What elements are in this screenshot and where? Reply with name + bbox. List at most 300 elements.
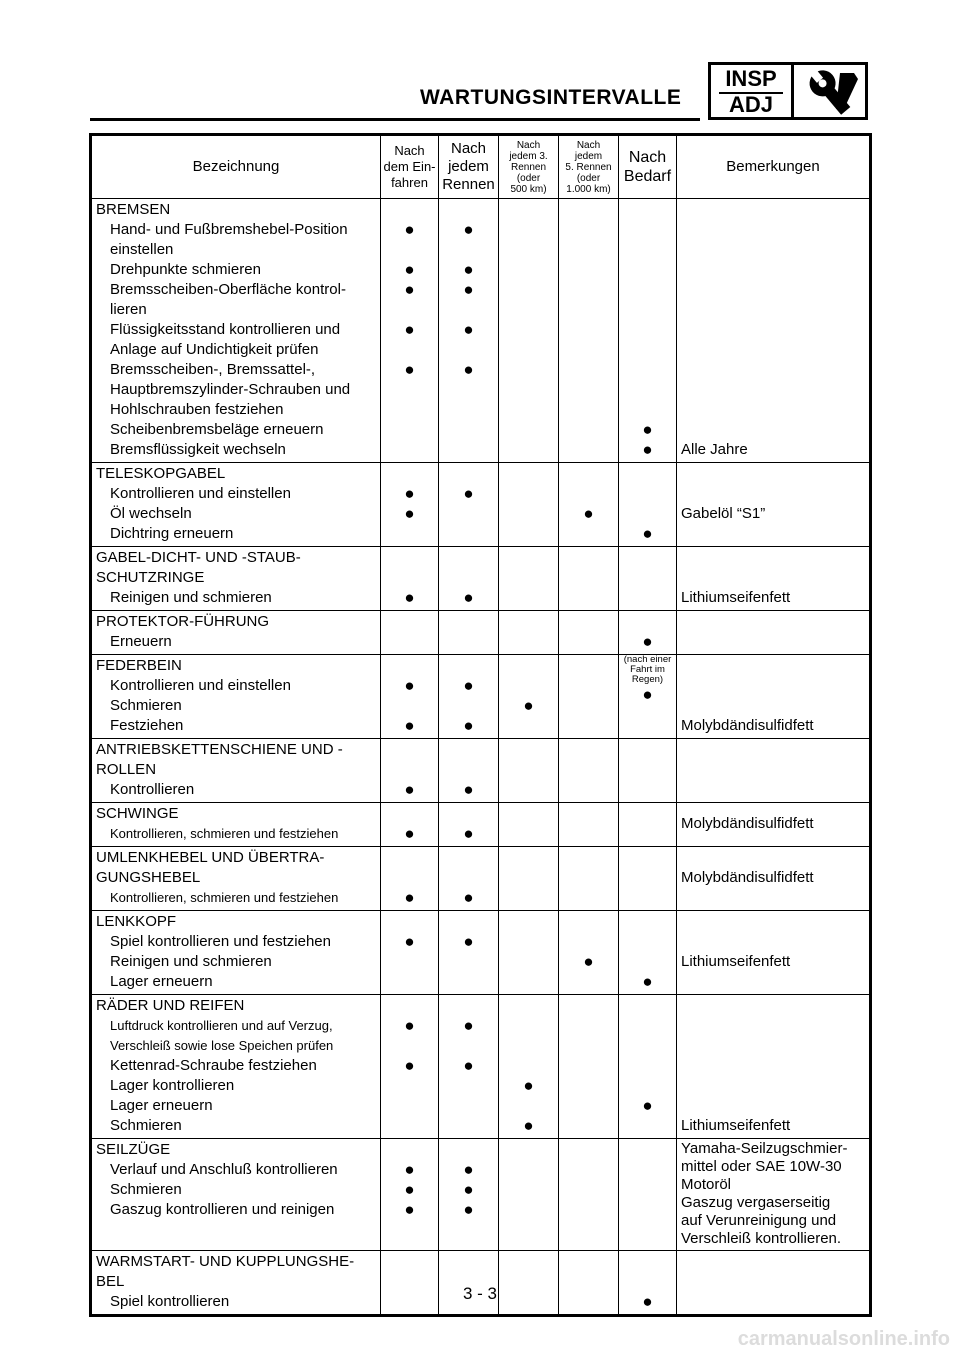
spacer [619, 824, 676, 844]
spacer [439, 464, 498, 484]
task-label: Bremsflüssigkeit wechseln [110, 441, 286, 458]
spacer [559, 780, 618, 800]
interval-mark-dot: ● [404, 824, 415, 843]
interval-mark-dot: ● [463, 220, 474, 239]
spacer [499, 1096, 558, 1116]
table-row [91, 911, 871, 995]
rain-note: (nach einer Fahrt im Regen) [623, 654, 672, 685]
remark-text: Motoröl [681, 1176, 732, 1193]
interval-cell-every-race [439, 463, 499, 547]
interval-mark-dot: ● [642, 524, 653, 543]
interval-cell-every-race [439, 911, 499, 995]
task-label: Bremsscheiben-Oberfläche kontrol- [110, 281, 346, 298]
spacer [559, 240, 618, 260]
spacer [559, 588, 618, 608]
interval-mark-dot: ● [642, 685, 653, 704]
spacer [559, 888, 618, 908]
spacer [677, 548, 869, 568]
interval-mark-dot: ● [463, 1200, 474, 1219]
task-label: Kontrollieren [110, 781, 195, 798]
interval-mark-dot: ● [463, 824, 474, 843]
section-title: WARMSTART- UND KUPPLUNGSHE- [96, 1253, 355, 1270]
interval-cell-every-race [439, 199, 499, 463]
spacer [381, 656, 438, 676]
spacer [381, 420, 438, 440]
spacer [677, 972, 869, 992]
task-label: Anlage auf Undichtigkeit prüfen [110, 341, 319, 358]
spacer [677, 740, 869, 760]
spacer [677, 1096, 869, 1116]
interval-cell-as-needed [619, 1139, 677, 1251]
item-cell [91, 1251, 381, 1316]
spacer [499, 632, 558, 652]
interval-mark-dot: ● [463, 1016, 474, 1035]
spacer [499, 504, 558, 524]
spacer [559, 1116, 618, 1136]
spacer [559, 716, 618, 736]
spacer [677, 1036, 869, 1056]
interval-cell-every-5th-race [559, 655, 619, 739]
interval-mark-dot: ● [463, 1160, 474, 1179]
spacer [439, 340, 498, 360]
spacer [381, 440, 438, 460]
interval-mark-dot: ● [583, 504, 594, 523]
spacer [381, 632, 438, 652]
spacer [677, 1252, 869, 1272]
task-label: Hand- und Fußbremshebel-Position [110, 221, 348, 238]
spacer [499, 972, 558, 992]
spacer [499, 484, 558, 504]
spacer [619, 932, 676, 952]
spacer [381, 996, 438, 1016]
spacer [559, 1056, 618, 1076]
task-label: Verlauf und Anschluß kontrollieren [110, 1161, 338, 1178]
interval-cell-every-race [439, 611, 499, 655]
spacer [559, 996, 618, 1016]
spacer [439, 1076, 498, 1096]
spacer [439, 440, 498, 460]
spacer [677, 1076, 869, 1096]
remark-text: Alle Jahre [681, 441, 748, 458]
spacer [559, 932, 618, 952]
remarks-cell [677, 463, 871, 547]
task-label: Kettenrad-Schraube festziehen [110, 1057, 317, 1074]
spacer [677, 632, 869, 652]
spacer [381, 696, 438, 716]
spacer [619, 504, 676, 524]
table-row [91, 199, 871, 463]
remark-text: Verschleiß kontrollieren. [681, 1230, 842, 1247]
interval-cell-every-race [439, 547, 499, 611]
spacer [499, 1252, 558, 1272]
table-row [91, 847, 871, 911]
spacer [381, 952, 438, 972]
interval-cell-break-in [381, 1251, 439, 1316]
interval-mark-dot: ● [404, 1200, 415, 1219]
task-label: Reinigen und schmieren [110, 589, 272, 606]
spacer [381, 524, 438, 544]
interval-cell-every-3rd-race [499, 995, 559, 1139]
interval-cell-as-needed [619, 995, 677, 1139]
interval-cell-every-5th-race [559, 739, 619, 803]
spacer [677, 400, 869, 420]
section-title: ROLLEN [96, 761, 157, 778]
interval-mark-dot: ● [404, 888, 415, 907]
task-label: Kontrollieren und einstellen [110, 485, 291, 502]
spacer [439, 200, 498, 220]
spacer [499, 340, 558, 360]
spacer [559, 360, 618, 380]
spacer [559, 1036, 618, 1056]
spacer [619, 1016, 676, 1036]
spacer [381, 400, 438, 420]
spacer [619, 952, 676, 972]
task-label: Schmieren [110, 697, 182, 714]
spacer [439, 420, 498, 440]
interval-cell-as-needed [619, 847, 677, 911]
spacer [559, 200, 618, 220]
interval-mark-dot: ● [463, 280, 474, 299]
spacer [559, 568, 618, 588]
spacer [499, 588, 558, 608]
interval-mark-dot: ● [404, 716, 415, 735]
remark-text: Molybdändisulfidfett [681, 869, 814, 886]
spacer [381, 868, 438, 888]
spacer [619, 484, 676, 504]
spacer [499, 1036, 558, 1056]
remarks-cell [677, 995, 871, 1139]
interval-cell-every-3rd-race [499, 199, 559, 463]
column-header-every-3rd-race: Nach jedem 3. Rennen (oder 500 km) [499, 135, 559, 199]
spacer [381, 240, 438, 260]
item-cell [91, 739, 381, 803]
task-label: Kontrollieren, schmieren und festziehen [110, 890, 339, 905]
item-cell [91, 655, 381, 739]
spacer [619, 996, 676, 1016]
interval-mark-dot: ● [642, 1292, 653, 1311]
spacer [619, 804, 676, 824]
spacer [439, 1252, 498, 1272]
spacer [677, 676, 869, 696]
spacer [559, 548, 618, 568]
spacer [619, 1140, 676, 1160]
interval-mark-dot: ● [404, 320, 415, 339]
remark-text: Molybdändisulfidfett [681, 717, 814, 734]
spacer [381, 912, 438, 932]
interval-cell-as-needed [619, 199, 677, 463]
spacer [499, 568, 558, 588]
spacer [559, 760, 618, 780]
section-title: FEDERBEIN [96, 657, 182, 674]
table-row [91, 655, 871, 739]
spacer [439, 504, 498, 524]
spacer [619, 1180, 676, 1200]
spacer [439, 1096, 498, 1116]
spacer [499, 240, 558, 260]
interval-cell-every-5th-race [559, 803, 619, 847]
badge-insp: INSP [725, 66, 777, 91]
task-label: Dichtring erneuern [110, 525, 234, 542]
interval-cell-break-in [381, 463, 439, 547]
table-row [91, 739, 871, 803]
spacer [499, 360, 558, 380]
interval-cell-break-in [381, 1139, 439, 1251]
interval-cell-every-race [439, 655, 499, 739]
spacer [619, 1076, 676, 1096]
spacer [499, 848, 558, 868]
spacer [499, 260, 558, 280]
section-title: UMLENKHEBEL UND ÜBERTRA- [96, 849, 325, 866]
table-body [91, 199, 871, 1316]
spacer [559, 484, 618, 504]
spacer [499, 612, 558, 632]
interval-cell-break-in [381, 995, 439, 1139]
spacer [619, 868, 676, 888]
spacer [619, 912, 676, 932]
interval-cell-every-3rd-race [499, 547, 559, 611]
spacer [439, 300, 498, 320]
remarks-cell [677, 611, 871, 655]
section-title: GABEL-DICHT- UND -STAUB- [96, 549, 301, 566]
interval-mark-dot: ● [404, 1056, 415, 1075]
spacer [499, 740, 558, 760]
section-title: TELESKOPGABEL [96, 465, 226, 482]
spacer [499, 804, 558, 824]
spacer [381, 740, 438, 760]
spacer [677, 300, 869, 320]
task-label: Gaszug kontrollieren und reinigen [110, 1201, 335, 1218]
remark-text: auf Verunreinigung und [681, 1212, 837, 1229]
badge-adj: ADJ [728, 92, 773, 117]
task-label: Lager erneuern [110, 973, 213, 990]
spacer [381, 848, 438, 868]
spacer [439, 524, 498, 544]
remark-text: Lithiumseifenfett [681, 953, 791, 970]
interval-mark-dot: ● [463, 484, 474, 503]
spacer [499, 280, 558, 300]
table-row [91, 611, 871, 655]
interval-mark-dot: ● [463, 780, 474, 799]
spacer [677, 360, 869, 380]
spacer [619, 260, 676, 280]
spacer [499, 320, 558, 340]
interval-cell-every-5th-race [559, 199, 619, 463]
interval-mark-dot: ● [463, 320, 474, 339]
spacer [439, 868, 498, 888]
task-label: Verschleiß sowie lose Speichen prüfen [110, 1038, 334, 1053]
interval-cell-every-5th-race [559, 1251, 619, 1316]
table-row [91, 1251, 871, 1316]
spacer [559, 1160, 618, 1180]
task-label: Spiel kontrollieren [110, 1293, 230, 1310]
remarks-cell [677, 911, 871, 995]
spacer [439, 760, 498, 780]
spacer [559, 1200, 618, 1220]
spacer [439, 612, 498, 632]
spacer [677, 612, 869, 632]
task-label: Reinigen und schmieren [110, 953, 272, 970]
spacer [677, 696, 869, 716]
wrench-icon [794, 65, 865, 117]
spacer [499, 400, 558, 420]
spacer [619, 1160, 676, 1180]
section-title: LENKKOPF [96, 913, 177, 930]
spacer [499, 1056, 558, 1076]
spacer [559, 320, 618, 340]
spacer [619, 588, 676, 608]
spacer [559, 696, 618, 716]
remark-text: Molybdändisulfidfett [681, 815, 814, 832]
spacer [559, 612, 618, 632]
column-header-bezeichnung: Bezeichnung [91, 135, 381, 199]
remark-text: Gabelöl “S1” [681, 505, 766, 522]
spacer [677, 996, 869, 1016]
item-cell [91, 547, 381, 611]
page-title: WARTUNGSINTERVALLE [420, 86, 682, 109]
interval-cell-as-needed [619, 463, 677, 547]
spacer [499, 656, 558, 676]
task-label: Lager kontrollieren [110, 1077, 235, 1094]
spacer [439, 696, 498, 716]
spacer [677, 464, 869, 484]
interval-cell-every-race [439, 847, 499, 911]
title-rule [90, 118, 700, 121]
interval-cell-as-needed [619, 1251, 677, 1316]
interval-cell-every-5th-race [559, 1139, 619, 1251]
interval-mark-dot: ● [404, 484, 415, 503]
interval-cell-as-needed [619, 803, 677, 847]
spacer [381, 1116, 438, 1136]
maintenance-table [89, 133, 872, 1317]
spacer [559, 824, 618, 844]
spacer [559, 912, 618, 932]
section-title: SEILZÜGE [96, 1141, 171, 1158]
spacer [677, 656, 869, 676]
section-title: RÄDER UND REIFEN [96, 997, 245, 1014]
spacer [677, 524, 869, 544]
spacer [381, 340, 438, 360]
remark-text: mittel oder SAE 10W-30 [681, 1158, 842, 1175]
spacer [439, 400, 498, 420]
spacer [619, 888, 676, 908]
table-row [91, 547, 871, 611]
column-header-remarks: Bemerkungen [677, 135, 871, 199]
spacer [677, 200, 869, 220]
spacer [559, 804, 618, 824]
interval-cell-every-race [439, 995, 499, 1139]
remarks-cell [677, 1139, 871, 1251]
task-label: Schmieren [110, 1181, 182, 1198]
interval-mark-dot: ● [404, 260, 415, 279]
spacer [619, 612, 676, 632]
spacer [559, 464, 618, 484]
interval-mark-dot: ● [642, 972, 653, 991]
spacer [439, 1116, 498, 1136]
task-label: Bremsscheiben-, Bremssattel-, [110, 361, 316, 378]
spacer [439, 632, 498, 652]
remarks-cell [677, 803, 871, 847]
spacer [559, 420, 618, 440]
item-cell [91, 911, 381, 995]
spacer [499, 380, 558, 400]
interval-cell-as-needed [619, 655, 677, 739]
spacer [619, 848, 676, 868]
spacer [439, 1140, 498, 1160]
interval-mark-dot: ● [463, 1180, 474, 1199]
page-number: 3 - 3 [462, 1284, 498, 1303]
column-header-every-race: Nach jedem Rennen [439, 135, 499, 199]
interval-cell-break-in [381, 847, 439, 911]
spacer [677, 220, 869, 240]
interval-cell-break-in [381, 611, 439, 655]
spacer [619, 780, 676, 800]
remarks-cell [677, 199, 871, 463]
spacer [499, 912, 558, 932]
section-title: BREMSEN [96, 201, 171, 218]
spacer [677, 260, 869, 280]
spacer [499, 996, 558, 1016]
spacer [559, 1180, 618, 1200]
spacer [439, 568, 498, 588]
spacer [499, 200, 558, 220]
spacer [677, 340, 869, 360]
interval-mark-dot: ● [642, 632, 653, 651]
spacer [499, 524, 558, 544]
spacer [619, 1252, 676, 1272]
spacer [559, 1140, 618, 1160]
spacer [677, 380, 869, 400]
task-label: Lager erneuern [110, 1097, 213, 1114]
spacer [381, 1140, 438, 1160]
spacer [559, 340, 618, 360]
spacer [619, 400, 676, 420]
interval-mark-dot: ● [404, 780, 415, 799]
spacer [381, 380, 438, 400]
interval-cell-every-5th-race [559, 463, 619, 547]
item-cell [91, 847, 381, 911]
item-cell [91, 1139, 381, 1251]
spacer [381, 200, 438, 220]
interval-mark-dot: ● [463, 676, 474, 695]
remarks-cell [677, 1251, 871, 1316]
spacer [619, 1056, 676, 1076]
spacer [499, 1200, 558, 1220]
spacer [499, 300, 558, 320]
spacer [559, 280, 618, 300]
spacer [381, 972, 438, 992]
interval-mark-dot: ● [404, 220, 415, 239]
column-header-every-5th-race: Nach jedem 5. Rennen (oder 1.000 km) [559, 135, 619, 199]
spacer [619, 300, 676, 320]
section-title: ANTRIEBSKETTENSCHIENE UND - [96, 741, 343, 758]
task-label: Spiel kontrollieren und festziehen [110, 933, 331, 950]
interval-mark-dot: ● [463, 260, 474, 279]
spacer [439, 1036, 498, 1056]
spacer [559, 220, 618, 240]
item-cell [91, 199, 381, 463]
spacer [499, 1016, 558, 1036]
section-title: SCHWINGE [96, 805, 179, 822]
spacer [439, 996, 498, 1016]
item-cell [91, 463, 381, 547]
interval-cell-as-needed [619, 547, 677, 611]
spacer [619, 360, 676, 380]
spacer [559, 740, 618, 760]
spacer [499, 440, 558, 460]
remark-text: Gaszug vergaserseitig [681, 1194, 831, 1211]
spacer [619, 740, 676, 760]
spacer [559, 300, 618, 320]
